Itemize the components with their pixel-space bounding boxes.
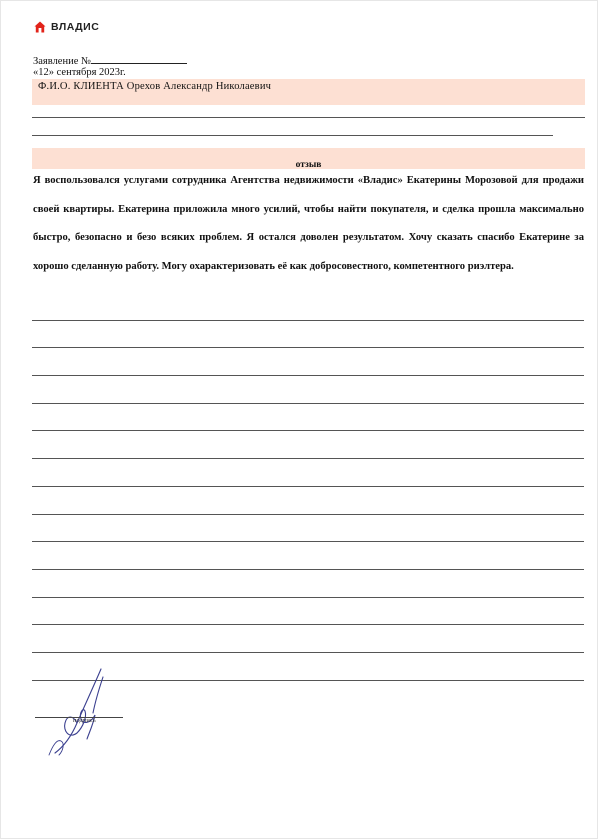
- handwritten-signature: [43, 667, 123, 759]
- signature-label: подпись: [73, 717, 96, 724]
- blank-line: [32, 320, 584, 321]
- blank-line: [32, 569, 584, 570]
- house-icon: [34, 21, 46, 33]
- blank-line: [32, 624, 584, 625]
- brand-logo: [34, 21, 99, 33]
- client-line: [38, 81, 271, 92]
- document-date: «12» сентября 2023г.: [33, 67, 126, 78]
- blank-line: [32, 347, 584, 348]
- client-label: Ф.И.О. КЛИЕНТА: [38, 81, 124, 92]
- application-number-line: [33, 54, 187, 68]
- blank-line: [32, 486, 584, 487]
- blank-line: [32, 117, 585, 118]
- blank-line: [32, 135, 553, 136]
- client-field: [32, 79, 585, 105]
- blank-line: [32, 541, 584, 542]
- client-name: Орехов Александр Николаевич: [126, 81, 272, 92]
- blank-line: [32, 375, 584, 376]
- review-text: Я воспользовался услугами сотрудника Агентства недвижимости «Владис» Екатерины Морозовой для продажи своей квартиры. Екатерина приложила много усилий, чтобы найти покупателя, и сделка прошла максимально быстро, безопасно и безо всяких проблем. Я остался доволен результатом. Хочу сказать спасибо Екатерине за хорошо сделанную работу. Могу охарактеризовать её как добросовестного, компетентного риэлтера.: [33, 175, 584, 272]
- brand-name: ВЛАДИС: [51, 21, 100, 33]
- blank-line: [32, 458, 584, 459]
- blank-line: [32, 403, 584, 404]
- blank-line: [32, 430, 584, 431]
- blank-line: [32, 597, 584, 598]
- application-number-blank: [91, 54, 187, 64]
- review-title: отзыв: [295, 160, 322, 170]
- application-label: Заявление №: [33, 56, 92, 67]
- blank-line: [32, 514, 584, 515]
- blank-line: [32, 652, 584, 653]
